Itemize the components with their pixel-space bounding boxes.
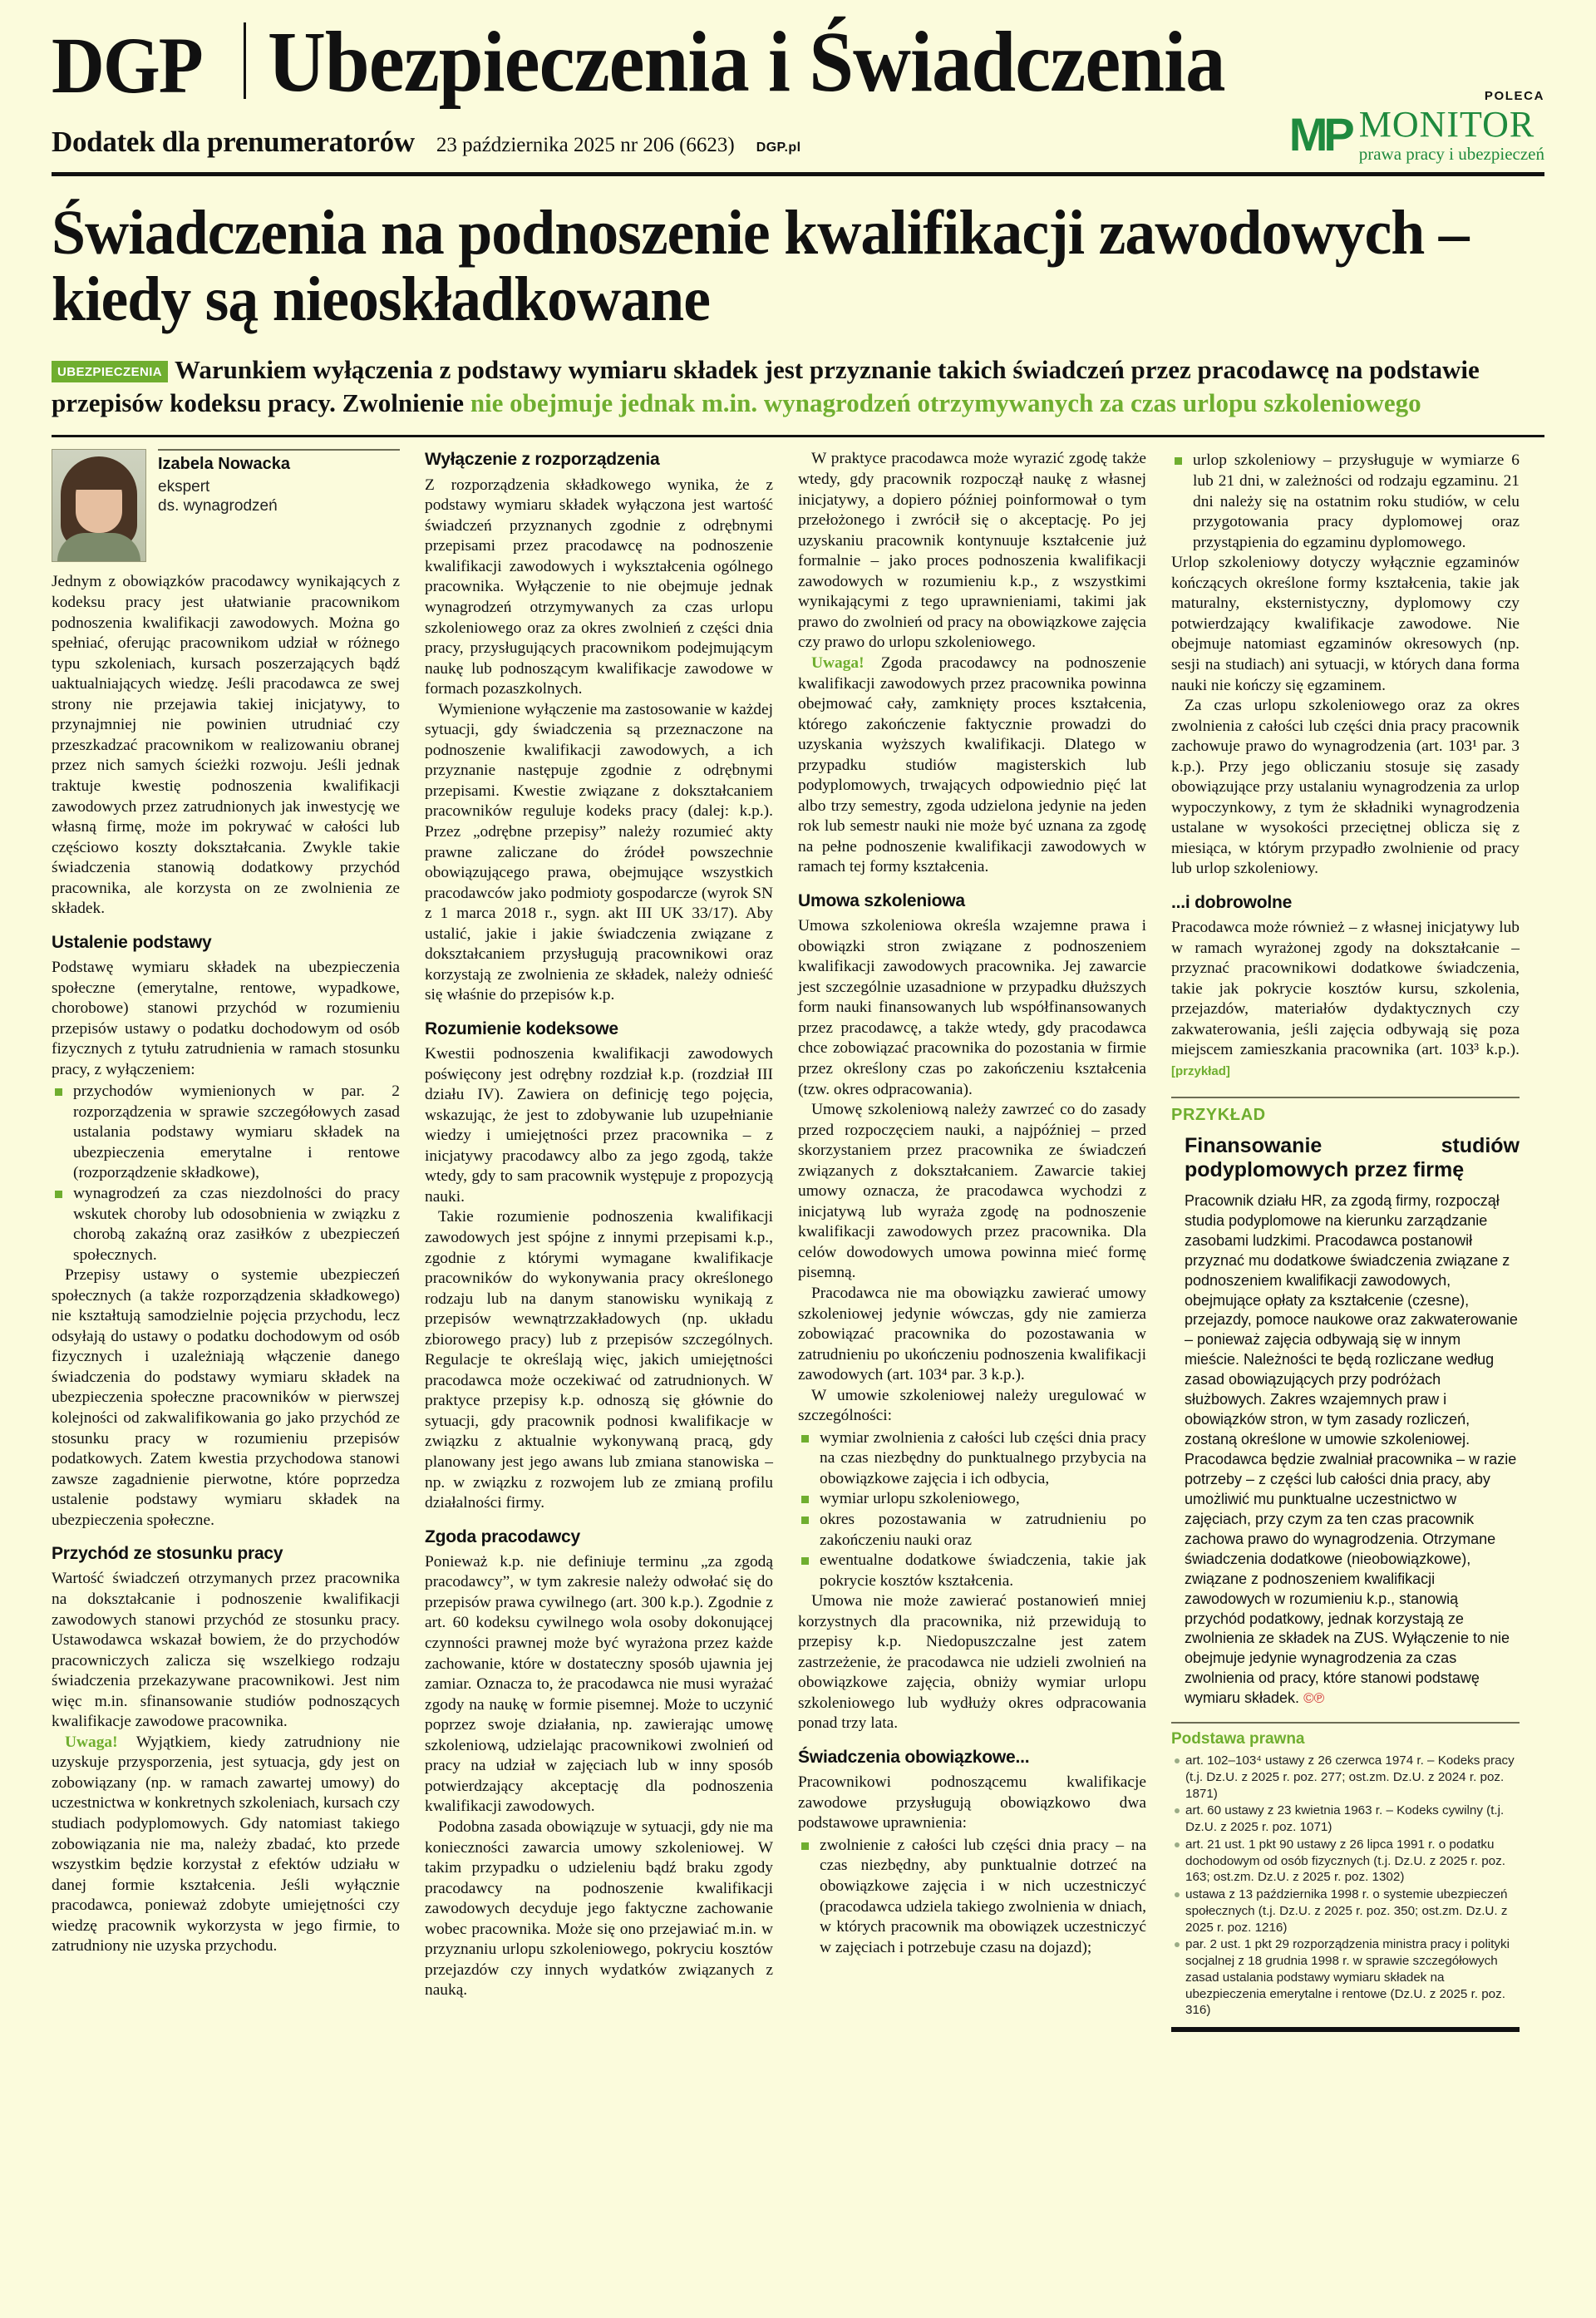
- col4-bullet-list: [1171, 451, 1520, 553]
- col4-paragraph-3-text: Pracodawca może również – z własnej inicjatywy lub w ramach wyrażonej zgody na dokształcanie – przyznać pracownikowi dodatkowe świadczenia, takie jak pokrycie kosztów kursu, szkolenia, przejazdów, materiałów dydaktycznych czy zakwaterowania, jeśli zajęcia odbywają się poza miejscem zamieszkania pracownika (art. 103³ k.p.).: [1171, 919, 1520, 1059]
- heading-i-dobrowolne: ...i dobrowolne: [1171, 892, 1293, 912]
- col3-bullet-list-2: [798, 1836, 1146, 1958]
- example-body: [1171, 1191, 1520, 1709]
- col3-paragraph-4: Umowę szkoleniową należy zawrzeć co do zasady przed rozpoczęciem nauki, a najpóźniej – przed skorzystaniem przez pracownika ze świadczeń związanych z dokształcaniem. Zawarcie takiej umowy oznacza, że pracodawca wychodzi z inicjatywą lub wyraża zgodę na podnoszenie kwalifikacji zawodowych przez pracownika. Dla celów dowodowych umowa powinna mieć formę pisemną.: [798, 1101, 1146, 1282]
- heading-rozumienie-kodeksowe: Rozumienie kodeksowe: [425, 1018, 618, 1038]
- col4-paragraph-1: Urlop szkoleniowy dotyczy wyłącznie egzaminów kończących określone formy kształcenia, takie jak maturalny, eksternistyczny, dyplomowy czy potwierdzający kwalifikacje zawodowe. Nie obejmuje natomiast egzaminów okresowych (np. sesji na studiach) ani sytuacji, w których dana forma nauki nie kończy się egzaminem.: [1171, 554, 1520, 694]
- heading-zgoda-pracodawcy: Zgoda pracodawcy: [425, 1526, 581, 1546]
- monitor-tagline: prawa pracy i ubezpieczeń: [1358, 143, 1544, 164]
- masthead-title: Ubezpieczenia i Świadczenia: [267, 14, 1225, 110]
- col1-bullet-list: [52, 1082, 400, 1265]
- col3-paragraph-8: Pracownikowi podnoszącemu kwalifikacje zawodowe przysługują obowiązkowo dwa podstawowe uprawnienia:: [798, 1773, 1146, 1832]
- example-kicker: PRZYKŁAD: [1171, 1105, 1266, 1124]
- col2-paragraph-2: Wymienione wyłączenie ma zastosowanie w każdej sytuacji, gdy świadczenia są przeznaczone na podnoszenie kwalifikacji zawodowych, a ich przyznanie następuje zgodnie z odrębnymi przepisami. Kwestie związane z dokształcaniem pracowników reguluje kodeks pracy (dalej: k.p.). Przez „odrębne przepisy” należy rozumieć akty prawne zaliczane do źródeł powszechnie obowiązującego prawa, obejmujące wszystkich pracodawców jako podmioty gospodarcze (wyrok SN z 1 marca 2018 r., sygn. akt III UK 33/17). Aby ustalić, jakie i jakie świadczenia związane z dokształcaniem przysługują pracownikowi oraz korzystają ze zwolnienia ze składek, należy odnieść się właśnie do przepisów k.p.: [425, 700, 773, 1004]
- list-item: art. 60 ustawy z 23 kwietnia 1963 r. – Kodeks cywilny (t.j. Dz.U. z 2025 r. poz. 1071): [1171, 1803, 1520, 1836]
- article-headline: Świadczenia na podnoszenie kwalifikacji zawodowych – kiedy są nieoskładkowane: [52, 197, 1469, 335]
- footer-rule: [1171, 2027, 1520, 2032]
- col3-uwaga-text: Zgoda pracodawcy na podnoszenie kwalifikacji zawodowych przez pracownika powinna obejmować cały, zamknięty proces kształcenia, którego zakończenie faktycznie prowadzi do uzyskania wyższych kwalifikacji. Dlatego w przypadku studiów magisterskich lub podyplomowych, trwających odpowiednio pięć lat albo trzy semestry, zgoda udzielona jedynie na jeden rok lub semestr nauki nie może być uznana za zgodę na pełne podnoszenie kwalifikacji zawodowych w ramach tej formy kształcenia.: [798, 653, 1146, 876]
- monitor-wordmark: MONITOR: [1358, 103, 1535, 145]
- list-item: okres pozostawania w zatrudnieniu po zakończeniu nauki oraz: [798, 1510, 1146, 1551]
- column-4: [1171, 449, 1520, 2032]
- example-reference-link[interactable]: [przykład]: [1171, 1063, 1230, 1078]
- example-box: [1171, 1097, 1520, 1709]
- list-item: ustawa z 13 października 1998 r. o systemie ubezpieczeń społecznych (t.j. Dz.U. z 2025 r. poz. 350; ost.zm. Dz.U. z 2025 r. poz. 1216): [1171, 1886, 1520, 1936]
- col1-paragraph-3: Przepisy ustawy o systemie ubezpieczeń społecznych (a także rozporządzenia składkowego) nie kształtują samodzielnie pojęcia przychodu, lecz odsyłają do ustawy o podatku dochodowym od osób fizycznych i uzależniają włączenie danego świadczenia do podstawy wymiaru składek na ubezpieczenia społeczne pracowników w pierwszej kolejności od zakwalifikowania go jako przychód ze stosunku pracy w rozumieniu przepisów podatkowych. Zatem kwestia przychodowa stanowi zawsze zagadnienie pierwotne, które poprzedza ustalenie podstawy wymiaru składek na ubezpieczenia społeczne.: [52, 1266, 400, 1529]
- copyright-mark: ©℗: [1303, 1690, 1325, 1707]
- col3-bullet-list: [798, 1428, 1146, 1591]
- list-item: ewentualne dodatkowe świadczenia, takie jak pokrycie kosztów kształcenia.: [798, 1551, 1146, 1591]
- author-role-line-2: ds. wynagrodzeń: [158, 496, 278, 515]
- lead-rule: [52, 435, 1544, 437]
- example-title: Finansowanie studiów podyplomowych przez firmę: [1185, 1133, 1520, 1182]
- example-body-text: Pracownik działu HR, za zgodą firmy, rozpoczął studia podyplomowe na kierunku zarządzanie zasobami ludzkimi. Pracodawca postanowił przyznać mu dodatkowe świadczenia związane z podnoszeniem kwalifikacji zawodowych, obejmujące opłaty za kształcenie (czesne), przejazdy, pomoce naukowe oraz zakwaterowanie – ponieważ zajęcia odbywają się w innym mieście. Należności te będą rozliczane według zasad obowiązujących przy podróżach służbowych. Zakres wzajemnych praw i obowiązków stron, w tym zasady rozliczeń, zostaną określone w umowie szkoleniowej. Pracodawca będzie zwalniał pracownika – w razie potrzeby – z części lub całości dnia pracy, aby umożliwić mu punktualne uczestnictwo w zajęciach, przy czym za ten czas pracownik zachowa prawo do wynagrodzenia. Otrzymane świadczenia dodatkowe (nieobowiązkowe), związane z podnoszeniem kwalifikacji zawodowych w rozumieniu k.p., stanowią przychód podatkowy, jednak korzystają ze zwolnienia ze składek na ZUS. Wyłączenie to nie obejmuje jedynie wynagrodzenia za czas zwolnienia od pracy, które stanowi podstawę wymiaru składek.: [1185, 1191, 1518, 1707]
- col4-paragraph-3: [1171, 918, 1520, 1081]
- lead-plain-text: Warunkiem wyłączenia z podstawy wymiaru składek jest przyznanie takich świadczeń przez pracodawcę na podstawie przepisów kodeksu pracy. Zwolnienie: [52, 354, 1480, 418]
- column-1: [52, 449, 400, 2032]
- col1-paragraph-5: [52, 1733, 400, 1957]
- list-item: art. 102–103⁴ ustawy z 26 czerwca 1974 r. – Kodeks pracy (t.j. Dz.U. z 2025 r. poz. 277; ost.zm. Dz.U. z 2024 r. poz. 1871): [1171, 1753, 1520, 1802]
- author-byline: [52, 449, 400, 562]
- col2-paragraph-6: Podobna zasada obowiązuje w sytuacji, gdy nie ma konieczności zawarcia umowy szkoleniowej. W takim przypadku o udzieleniu bądź braku zgody pracodawcy na podnoszenie kwalifikacji zawodowych decyduje jego faktyczne zachowanie wobec pracownika. Może się ono przejawiać m.in. w przyznaniu urlopu szkoleniowego, pokryciu kosztów przejazdów czy innych wydatków związanych z nauką.: [425, 1817, 773, 2000]
- col3-paragraph-6: W umowie szkoleniowej należy uregulować w szczególności:: [798, 1386, 1146, 1425]
- uwaga-label: Uwaga!: [811, 653, 864, 672]
- list-item: par. 2 ust. 1 pkt 29 rozporządzenia ministra pracy i polityki socjalnej z 18 grudnia 1998 r. w sprawie szczegółowych zasad ustalania podstawy wymiaru składek na ubezpieczenia emerytalne i rentowe (Dz.U. z 2025 r. poz. 316): [1171, 1936, 1520, 2019]
- list-item: zwolnienie z całości lub części dnia pracy – na czas niezbędny, aby punktualnie dotrzeć na obowiązkowe zajęcia i w nich uczestniczyć (pracodawca udziela takiego zwolnienia w dniach, w których pracownik ma obowiązek uczestniczyć w zajęciach i potrzebuje czasu na dojazd);: [798, 1836, 1146, 1958]
- heading-swiadczenia-obowiazkowe: Świadczenia obowiązkowe...: [798, 1748, 1030, 1768]
- col2-paragraph-3: Kwestii podnoszenia kwalifikacji zawodowych poświęcony jest odrębny rozdział k.p. (rozdział III działu IV). Zawiera on definicję tego pojęcia, wskazując, że jest to zdobywanie lub uzupełnianie wiedzy i umiejętności przez pracownika – z inicjatywy pracodawcy albo za jego zgodą, także wtedy, gdy to sam pracownik występuje z propozycją nauki.: [425, 1045, 773, 1206]
- heading-umowa-szkoleniowa: Umowa szkoleniowa: [798, 890, 965, 910]
- list-item: art. 21 ust. 1 pkt 90 ustawy z 26 lipca 1991 r. o podatku dochodowym od osób fizycznych (t.j. Dz.U. z 2025 r. poz. 163; ost.zm. Dz.U. z 2025 r. poz. 1302): [1171, 1837, 1520, 1886]
- dgp-pl-link[interactable]: DGP.pl: [756, 140, 801, 155]
- legal-basis-box: [1171, 1722, 1520, 2032]
- masthead-subline: [52, 88, 1544, 164]
- author-role-line-1: ekspert: [158, 477, 210, 496]
- column-2: [425, 449, 773, 2032]
- col1-uwaga-text: Wyjątkiem, kiedy zatrudniony nie uzyskuje przysporzenia, jest sytuacja, gdy jest on zobowiązany (np. w ramach zawartej umowy) do uczestnictwa w konkretnych szkoleniach, kursach czy studiach podyplomowych. Gdy natomiast takiego zobowiązania nie ma, należy zbadać, kto przede wszystkim będzie korzystał z efektów udziału w danej formie kształcenia. Jeśli wyłącznie pracodawca, ponieważ zdobyte umiejętności czy wiedzę pracownik wykorzysta w jego firmie, to zatrudniony nie uzyska przychodu.: [52, 1733, 400, 1956]
- col3-paragraph-3: Umowa szkoleniowa określa wzajemne prawa i obowiązki stron związane z podnoszeniem kwalifikacji zawodowych pracownika. Jej zawarcie jest szczególnie uzasadnione w przypadku dłuższych form nauki finansowanych lub współfinansowanych przez pracodawcę, a także wtedy, gdy pracodawca chce zobowiązać pracownika do pozostania w firmie przez określony czas po zakończeniu kształcenia (tzw. okres odpracowania).: [798, 917, 1146, 1098]
- list-item: wynagrodzeń za czas niezdolności do pracy wskutek choroby lub odosobnienia w związku z chorobą zakaźną oraz zasiłków z ubezpieczeń społecznych.: [52, 1184, 400, 1265]
- list-item: urlop szkoleniowy – przysługuje w wymiarze 6 lub 21 dni, w zależności od rodzaju egzaminu. 21 dni należy się na ostatnim roku studiów, w celu przygotowania pracy dyplomowej oraz przystąpienia do egzaminu dyplomowego.: [1171, 451, 1520, 553]
- col3-paragraph-1: W praktyce pracodawca może wyrazić zgodę także wtedy, gdy pracownik rozpoczął naukę z własnej inicjatywy, a dopiero później poinformował o tym przełożonego i zwrócił się o akceptację. Po jej uzyskaniu pracownik kontynuuje kształcenie już formalnie – jako proces podnoszenia kwalifikacji zawodowych w rozumieniu k.p., z wszystkimi wynikającymi z tego uprawnieniami, takimi jak prawo do zwolnień od pracy na obowiązkowe zajęcia czy prawo do urlopu szkoleniowego.: [798, 450, 1146, 652]
- col3-paragraph-7: Umowa nie może zawierać postanowień mniej korzystnych dla pracownika, niż przewidują to przepisy k.p. Niedopuszczalne jest zatem zastrzeżenie, że pracodawca nie udzieli zwolnień na obowiązkowe zajęcia, obniży wymiar urlopu szkoleniowego lub wydłuży okres odpracowania ponad trzy lata.: [798, 1592, 1146, 1733]
- col4-paragraph-2: Za czas urlopu szkoleniowego oraz za okres zwolnienia z całości lub części dnia pracy pracownik zachowuje prawo do wynagrodzenia (art. 103¹ par. 3 k.p.). Przy jego obliczaniu stosuje się zasady obowiązujące przy ustalaniu wynagrodzenia za urlop wypoczynkowy, z tym że składniki wynagrodzenia ustalane w wysokości przeciętnej oblicza się z miesiąca, w którym przypadło zwolnienie od pracy lub urlop szkoleniowy.: [1171, 697, 1520, 878]
- category-badge: UBEZPIECZENIA: [52, 361, 168, 383]
- masthead-rule: [52, 172, 1544, 176]
- col3-paragraph-5: Pracodawca nie ma obowiązku zawierać umowy szkoleniowej jedynie wówczas, gdy nie zamierza zobowiązać pracownika do pozostawania w zatrudnieniu po ukończeniu podnoszenia kwalifikacji zawodowych (art. 103⁴ par. 3 k.p.).: [798, 1285, 1146, 1384]
- list-item: wymiar zwolnienia z całości lub części dnia pracy na czas niezbędny do punktualnego przybycia na obowiązkowe zajęcia i ich odbycia,: [798, 1428, 1146, 1490]
- col2-paragraph-1: Z rozporządzenia składkowego wynika, że z podstawy wymiaru składek wyłączona jest wartość świadczeń przyznanych zgodnie z odrębnymi przepisami przez pracodawcę na podnoszenie kwalifikacji zawodowych i wykształcenia ogólnego pracownika. Wyłączenie to nie obejmuje jednak wynagrodzeń otrzymywanych za czas urlopu szkoleniowego oraz za okres zwolnień z części dnia pracy, przysługujących pracownikom podejmującym naukę lub podnoszącym kwalifikacje zawodowe w formach pozaszkolnych.: [425, 476, 773, 698]
- article-lead: [52, 353, 1544, 421]
- legal-basis-list: [1171, 1753, 1520, 2019]
- article-columns: [52, 449, 1544, 2032]
- legal-basis-heading: Podstawa prawna: [1171, 1730, 1305, 1748]
- list-item: przychodów wymienionych w par. 2 rozporządzenia w sprawie szczegółowych zasad ustalania podstawy wymiaru składek na ubezpieczenia emerytalne i rentowe (rozporządzenie składkowe),: [52, 1082, 400, 1184]
- heading-przychod-ze-stosunku-pracy: Przychód ze stosunku pracy: [52, 1544, 283, 1564]
- monitor-promo: [1289, 89, 1544, 164]
- masthead-divider: [244, 22, 246, 99]
- heading-ustalenie-podstawy: Ustalenie podstawy: [52, 932, 212, 952]
- author-avatar: [52, 449, 146, 562]
- heading-wylaczenie-z-rozporzadzenia: Wyłączenie z rozporządzenia: [425, 450, 660, 470]
- supplement-label: Dodatek dla prenumeratorów: [52, 125, 415, 158]
- uwaga-label: Uwaga!: [65, 1733, 118, 1751]
- author-name: Izabela Nowacka: [158, 455, 290, 474]
- poleca-label: POLECA: [1484, 88, 1544, 103]
- col1-paragraph-2: Podstawę wymiaru składek na ubezpieczenia społeczne (emerytalne, rentowe, wypadkowe, chorobowe) stanowi przychód w rozumieniu przepisów ustawy o podatku dochodowym od osób fizycznych z tytułu zatrudnienia w ramach stosunku pracy, z wyłączeniem:: [52, 958, 400, 1078]
- column-3: [798, 449, 1146, 2032]
- col3-paragraph-2: [798, 653, 1146, 878]
- col2-paragraph-4: Takie rozumienie podnoszenia kwalifikacji zawodowych jest spójne z innymi przepisami k.p., zgodnie z którymi wymagane kwalifikacje pracowników do wykonywania pracy określonego rodzaju lub na danym stanowisku wynikają z przepisów wewnątrzzakładowych (np. układu zbiorowego pracy) lub z przepisów szczególnych. Regulacje te określają więc, jakich umiejętności pracodawca może oczekiwać od zatrudnionych. W praktyce przepisy k.p. odnoszą się głównie do sytuacji, gdy pracownik podnosi kwalifikacje w związku z aktualnie wykonywaną pracą, gdy planowany jest jego awans lub zmiana stanowiska – np. w związku z rozwojem lub ze zmianą profilu działalności firmy.: [425, 1208, 773, 1512]
- col1-paragraph-4: Wartość świadczeń otrzymanych przez pracownika na dokształcanie i podnoszenie kwalifikacji zawodowych stanowi przychód ze stosunku pracy. Ustawodawca wskazał bowiem, że do przychodów pracowniczych zalicza się wszelkiego rodzaju świadczenia przekazywane pracownikowi. Jest nim więc m.in. sfinansowanie studiów podnoszących kwalifikacje zawodowe pracownika.: [52, 1570, 400, 1731]
- lead-highlight-text: nie obejmuje jednak m.in. wynagrodzeń otrzymywanych za czas urlopu szkoleniowego: [470, 388, 1421, 418]
- col1-paragraph-1: Jednym z obowiązków pracodawcy wynikających z kodeksu pracy jest ułatwianie pracownikom podnoszenia kwalifikacji zawodowych. Można go spełniać, oferując pracownikom udział w różnego typu szkoleniach, kursach poszerzających bądź uaktualniających wiedzę. Jeśli pracodawca ze swej strony nie przejawia takiej inicjatywy, to przynajmniej nie powinien utrudniać czy przeszkadzać pracownikom w realizowaniu obranej przez nich samych ścieżki rozwoju. Jeśli jednak traktuje kwestię podnoszenia kwalifikacji zawodowych przez zatrudnionych jak inwestycję we własną firmę, może im pokrywać w całości lub częściowo koszty dokształcania. Zwykle takie świadczenia stanowią dodatkowy przychód pracownika, ale korzysta on ze zwolnienia ze składek.: [52, 573, 400, 918]
- col2-paragraph-5: Ponieważ k.p. nie definiuje terminu „za zgodą pracodawcy”, w tym zakresie należy odwołać się do przepisów prawa cywilnego (art. 300 k.p.). Zgodnie z art. 60 kodeksu cywilnego wola osoby dokonującej czynności prawnej może być wyrażona przez każde zachowanie, które w dostateczny sposób ujawnia jej zamiar. Oznacza to, że pracodawca nie musi wyrażać zgody na naukę w formie pisemnej. Może to uczynić poprzez swoje działania, np. zawierając umowę szkoleniową, udzielając pracownikowi zwolnień od pracy na udział w zajęciach lub w inny sposób potwierdzający akceptację dla podnoszenia kwalifikacji zawodowych.: [425, 1552, 773, 1816]
- dgp-logo: DGP: [52, 20, 202, 110]
- mp-logo-icon: MP: [1288, 107, 1351, 160]
- issue-date: 23 października 2025 nr 206 (6623): [436, 133, 735, 156]
- list-item: wymiar urlopu szkoleniowego,: [798, 1489, 1146, 1510]
